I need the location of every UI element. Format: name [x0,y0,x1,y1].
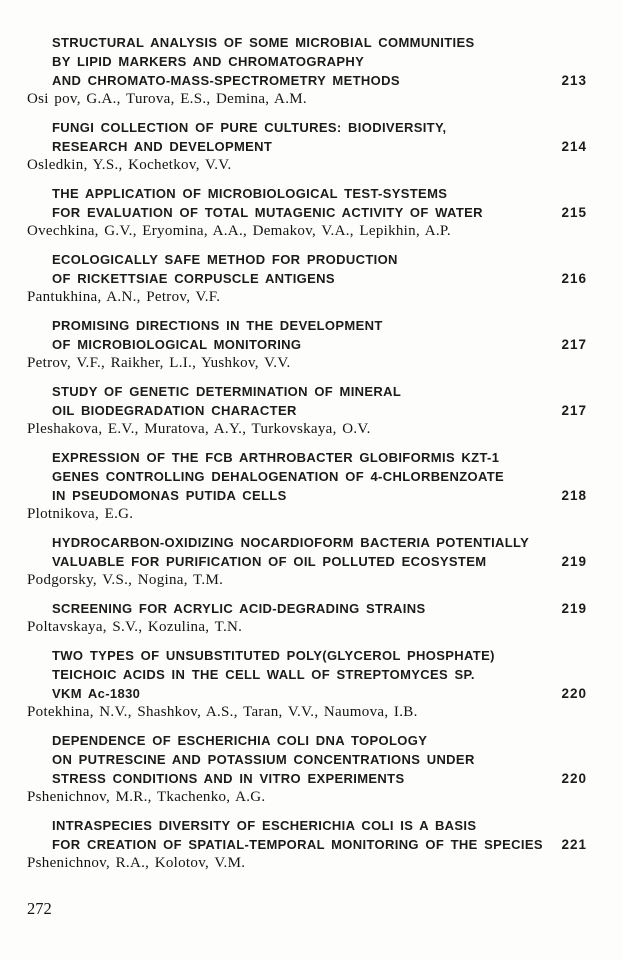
entry-page-number: 218 [561,488,587,503]
entry-title [27,599,426,618]
entry-title-line: HYDROCARBON-OXIDIZING NOCARDIOFORM BACTERIA POTENTIALLY [52,535,530,550]
page-footer [27,899,587,918]
entry-authors: Plotnikova, E.G. [27,506,134,522]
entry-title-row [27,646,587,703]
entry-title-line: ON PUTRESCINE AND POTASSIUM CONCENTRATIONS UNDER [52,752,475,767]
entry-title-row [27,533,587,571]
entry-title-line: OF RICKETTSIAE CORPUSCLE ANTIGENS [52,271,335,286]
entry-authors: Pleshakova, E.V., Muratova, A.Y., Turkovskaya, O.V. [27,421,371,437]
entry-title [27,646,495,703]
entry-title-row [27,33,587,90]
entry-title-line: AND CHROMATO-MASS-SPECTROMETRY METHODS [52,73,400,88]
toc-entry [27,816,587,873]
entry-title-line: INTRASPECIES DIVERSITY OF ESCHERICHIA COLI IS A BASIS [52,818,477,833]
entry-authors: Pshenichnov, M.R., Tkachenko, A.G. [27,789,266,805]
entry-title-line: TEICHOIC ACIDS IN THE CELL WALL OF STREPTOMYCES SP. [52,667,475,682]
entry-page-number: 213 [561,73,587,88]
entry-title-row [27,448,587,505]
entry-page-number: 221 [561,837,587,852]
toc-entry [27,118,587,175]
entry-authors: Osi pov, G.A., Turova, E.S., Demina, A.M. [27,91,307,107]
entry-title [27,382,401,420]
entry-page-number: 215 [561,205,587,220]
entry-page-number: 216 [561,271,587,286]
entry-page-number: 214 [561,139,587,154]
entry-title [27,316,383,354]
toc-entry [27,646,587,722]
entry-title-row [27,316,587,354]
entry-page-number: 220 [561,771,587,786]
entry-title-line: GENES CONTROLLING DEHALOGENATION OF 4-CHLORBENZOATE [52,469,505,484]
entry-title [27,448,504,505]
entry-title-row [27,118,587,156]
entry-title-line: IN PSEUDOMONAS PUTIDA CELLS [52,488,287,503]
entry-title-line: TWO TYPES OF UNSUBSTITUTED POLY(GLYCEROL PHOSPHATE) [52,648,495,663]
entry-page-number: 220 [561,686,587,701]
toc-entry [27,599,587,637]
entry-page-number: 219 [561,554,587,569]
entry-title-row [27,599,587,618]
entry-authors: Podgorsky, V.S., Nogina, T.M. [27,572,224,588]
entry-title-line: STRUCTURAL ANALYSIS OF SOME MICROBIAL COMMUNITIES [52,35,475,50]
toc-entry [27,316,587,373]
toc-entry [27,250,587,307]
toc-list [27,33,587,873]
entry-title-line: FOR EVALUATION OF TOTAL MUTAGENIC ACTIVITY OF WATER [52,205,483,220]
toc-entry [27,448,587,524]
entry-title-line: FUNGI COLLECTION OF PURE CULTURES: BIODIVERSITY, [52,120,447,135]
entry-title-line: VALUABLE FOR PURIFICATION OF OIL POLLUTED ECOSYSTEM [52,554,487,569]
entry-authors: Pantukhina, A.N., Petrov, V.F. [27,289,221,305]
entry-title-line: VKM Ac-1830 [52,686,141,701]
entry-title-row [27,250,587,288]
entry-title-line: FOR CREATION OF SPATIAL-TEMPORAL MONITORING OF THE SPECIES [52,837,543,852]
entry-title-row [27,184,587,222]
entry-title-line: DEPENDENCE OF ESCHERICHIA COLI DNA TOPOLOGY [52,733,428,748]
entry-title-line: THE APPLICATION OF MICROBIOLOGICAL TEST-SYSTEMS [52,186,448,201]
toc-entry [27,382,587,439]
entry-title-line: STRESS CONDITIONS AND IN VITRO EXPERIMENTS [52,771,405,786]
entry-page-number: 217 [561,403,587,418]
entry-authors: Ovechkina, G.V., Eryomina, A.A., Demakov, V.A., Lepikhin, A.P. [27,223,451,239]
entry-title-row [27,382,587,420]
entry-authors: Potekhina, N.V., Shashkov, A.S., Taran, V.V., Naumova, I.B. [27,704,418,720]
entry-authors: Poltavskaya, S.V., Kozulina, T.N. [27,619,243,635]
toc-entry [27,533,587,590]
entry-title [27,533,529,571]
entry-title-line: ECOLOGICALLY SAFE METHOD FOR PRODUCTION [52,252,398,267]
entry-title-line: STUDY OF GENETIC DETERMINATION OF MINERAL [52,384,402,399]
entry-authors: Petrov, V.F., Raikher, L.I., Yushkov, V.V. [27,355,291,371]
entry-title-line: SCREENING FOR ACRYLIC ACID-DEGRADING STRAINS [52,601,426,616]
entry-title-line: OF MICROBIOLOGICAL MONITORING [52,337,302,352]
entry-title-line: BY LIPID MARKERS AND CHROMATOGRAPHY [52,54,365,69]
entry-authors: Osledkin, Y.S., Kochetkov, V.V. [27,157,232,173]
entry-title-row [27,731,587,788]
entry-title-row [27,816,587,854]
entry-title [27,250,398,288]
entry-title [27,816,543,854]
toc-entry [27,33,587,109]
toc-entry [27,731,587,807]
entry-title-line: EXPRESSION OF THE FCB ARTHROBACTER GLOBIFORMIS KZT-1 [52,450,500,465]
entry-page-number: 219 [561,601,587,616]
entry-title-line: OIL BIODEGRADATION CHARACTER [52,403,297,418]
entry-title [27,118,447,156]
entry-title [27,184,483,222]
page-number-footer: 272 [27,899,52,918]
entry-page-number: 217 [561,337,587,352]
entry-authors: Pshenichnov, R.A., Kolotov, V.M. [27,855,246,871]
toc-entry [27,184,587,241]
entry-title-line: PROMISING DIRECTIONS IN THE DEVELOPMENT [52,318,383,333]
entry-title [27,33,475,90]
entry-title [27,731,475,788]
entry-title-line: RESEARCH AND DEVELOPMENT [52,139,273,154]
